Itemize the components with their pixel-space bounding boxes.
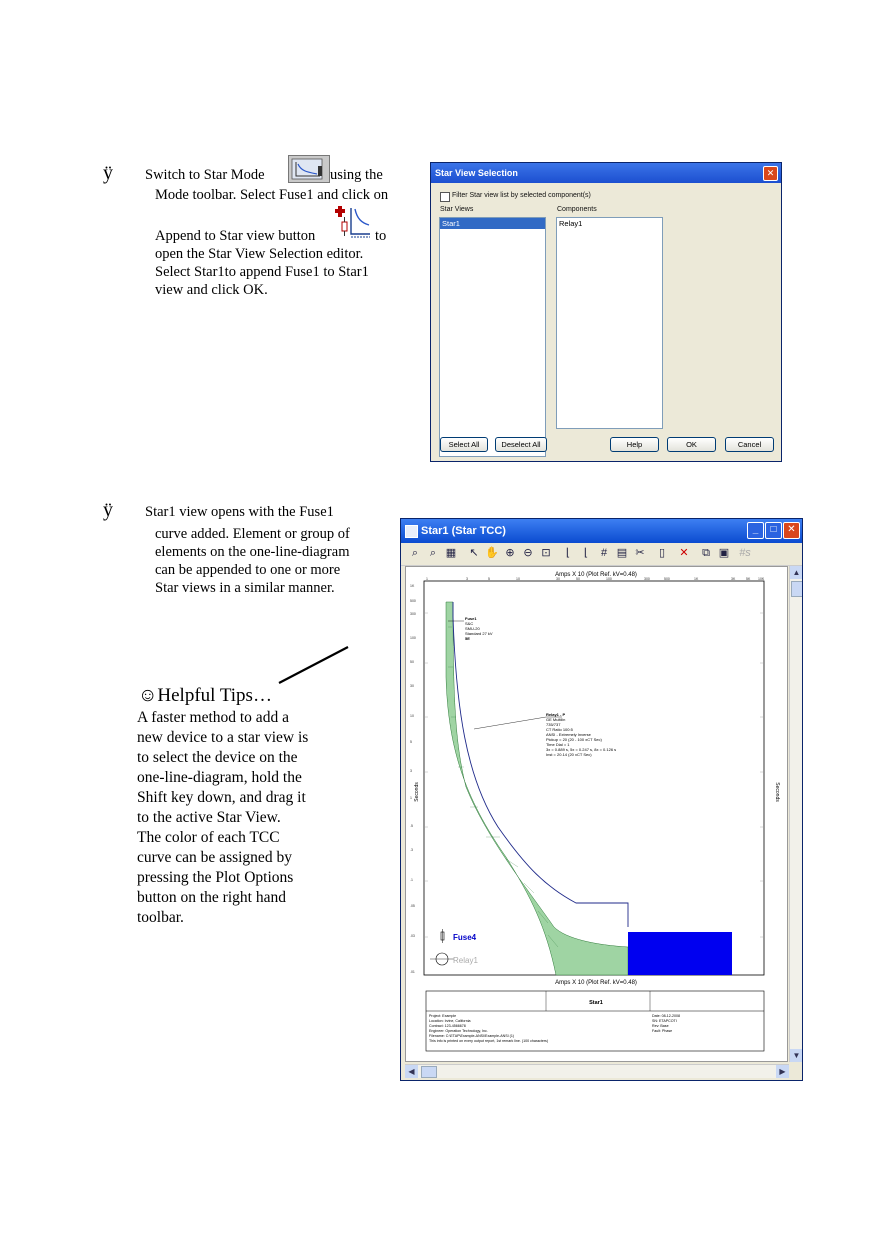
copy-icon[interactable]: ⧉ (702, 547, 710, 559)
instruction-line: view and click OK. (155, 282, 268, 298)
vertical-scroll-thumb[interactable] (791, 581, 803, 597)
x-tick: 300 (644, 577, 650, 581)
seconds-label-left: Seconds (414, 782, 420, 802)
star-view-item[interactable]: Star1 (440, 218, 545, 229)
footer-right-line: Date: 08-12-2008 (652, 1014, 680, 1018)
y-tick: .5 (410, 824, 413, 828)
scroll-up-icon[interactable]: ▲ (790, 566, 803, 579)
tips-line: toolbar. (137, 909, 184, 926)
amps-label-top: Amps X 10 (Plot Ref. kV=0.48) (555, 572, 637, 578)
window-app-icon (405, 525, 418, 538)
y-tick: 100 (410, 636, 416, 640)
zoom-in-icon[interactable]: ⊕ (505, 547, 515, 559)
plot-options-icon[interactable]: ▦ (445, 547, 457, 559)
close-icon[interactable]: ✕ (763, 166, 778, 181)
tips-line: curve can be assigned by (137, 849, 292, 866)
x-tick: 5K (746, 577, 751, 581)
relay-note-line: 735/737 (546, 722, 561, 727)
tcc-plot-svg (406, 567, 787, 1061)
x-tick: 30 (556, 577, 560, 581)
minimize-icon[interactable]: _ (747, 522, 764, 539)
y-tick: .01 (410, 970, 415, 974)
paste-icon[interactable]: ▣ (718, 547, 730, 559)
relay-note-line: Relay1 - P (546, 712, 566, 717)
tools-icon[interactable]: ✂ (635, 547, 645, 559)
zoom-out-icon[interactable]: ⊖ (523, 547, 533, 559)
window-title: Star1 (Star TCC) (421, 525, 506, 537)
faded-tool-icon[interactable]: #s (739, 547, 751, 559)
title-block (426, 991, 764, 1051)
components-label: Components (557, 206, 597, 213)
legend-relay: Relay1 (453, 956, 478, 965)
legend-fuse: Fuse4 (453, 933, 477, 942)
select-all-button[interactable]: Select All (440, 437, 488, 452)
x-tick: 1K (694, 577, 699, 581)
scroll-down-icon[interactable]: ▼ (790, 1049, 803, 1062)
star-view-selection-dialog (430, 162, 782, 462)
footer-left-line: Contract: 123-4566678 (429, 1024, 466, 1028)
fuse-note-line: 5E (465, 636, 470, 641)
tips-line: The color of each TCC (137, 829, 280, 846)
x-tick: 10 (516, 577, 520, 581)
instruction-line: to (375, 228, 387, 244)
footer-left-line: Project: Example (429, 1014, 457, 1018)
tips-line: new device to a star view is (137, 729, 309, 746)
description-line: curve added. Element or group of (155, 526, 350, 542)
y-tick: .05 (410, 904, 415, 908)
y-tick: 30 (410, 684, 414, 688)
x-tick: 3K (731, 577, 736, 581)
description-line: Star views in a similar manner. (155, 580, 335, 596)
tips-line: button on the right hand (137, 889, 286, 906)
tips-line: pressing the Plot Options (137, 869, 294, 886)
star-mode-icon (288, 155, 330, 183)
pointer-line (276, 644, 352, 686)
tips-body (137, 708, 308, 928)
star-toolbar (401, 543, 802, 566)
select-pointer-icon[interactable]: ↖ (469, 547, 479, 559)
filter-label: Filter Star view list by selected component(s) (452, 192, 591, 199)
relay-note-line: ANSI - Extremely Inverse (546, 732, 591, 737)
seconds-label-right: Seconds (774, 782, 780, 802)
y-tick: 500 (410, 599, 416, 603)
zoom-fit-vertical-icon[interactable]: ⌕ (429, 547, 437, 559)
help-button[interactable]: Help (610, 437, 659, 452)
footer-right-line: Rev: Base (652, 1024, 669, 1028)
x-tick: 1 (426, 577, 428, 581)
star-views-label: Star Views (440, 206, 474, 213)
y-tick: 5 (410, 740, 412, 744)
x-tick: 10K (758, 577, 765, 581)
description-line: elements on the one-line-diagram (155, 544, 350, 560)
deselect-all-button[interactable]: Deselect All (495, 437, 547, 452)
print-icon[interactable]: ▤ (616, 547, 628, 559)
y-tick-labels (410, 584, 416, 974)
x-tick: 3 (466, 577, 468, 581)
tips-line: one-line-diagram, hold the (137, 769, 302, 786)
fuse-note-line: S&C (465, 621, 474, 626)
amps-label-bottom: Amps X 10 (Plot Ref. kV=0.48) (555, 980, 637, 986)
description-line: can be appended to one or more (155, 562, 341, 578)
footer-left-line: This info is printed on every output report, 1st remark line. (100 characters) (429, 1039, 549, 1043)
cancel-button[interactable]: Cancel (725, 437, 774, 452)
fuse-note-line: SMU-20 (465, 626, 480, 631)
y-tick: 1K (410, 584, 415, 588)
delete-icon[interactable]: ✕ (679, 547, 689, 559)
tips-heading: ☺Helpful Tips… (138, 685, 272, 706)
description-line: Star1 view opens with the Fuse1 (145, 504, 334, 520)
relay-note-line: Inst = 20.14 (20 xCT Sec) (546, 752, 592, 757)
grid-icon[interactable]: # (600, 547, 608, 559)
bullet-1: ÿ (103, 162, 113, 184)
relay-note-line: Time Dial = 1 (546, 742, 570, 747)
y-tick: 3 (410, 769, 412, 773)
footer-left-line: Engineer: Operation Technology, Inc. (429, 1029, 488, 1033)
fuse-note-line: Standard 27 kV (465, 631, 493, 636)
instruction-line: Append to Star view button (155, 228, 316, 244)
instruction-line: Select Star1to append Fuse1 to Star1 (155, 264, 369, 280)
tips-line: to select the device on the (137, 749, 298, 766)
tips-line: A faster method to add a (137, 709, 289, 726)
fuse-note-line: Fuse1 (465, 616, 477, 621)
zoom-window-icon[interactable]: ⊡ (541, 547, 551, 559)
relay-note-line: GE Multilin (546, 717, 566, 722)
x-tick: 50 (576, 577, 580, 581)
footer-title: Star1 (589, 1000, 603, 1006)
tcc-plot-page[interactable] (405, 566, 788, 1062)
bullet-2: ÿ (103, 499, 113, 521)
zoom-to-fit-icon[interactable]: ⌕ (411, 547, 419, 559)
y-tick: 50 (410, 660, 414, 664)
star-views-list[interactable] (439, 217, 546, 457)
vertical-scrollbar[interactable] (789, 566, 803, 1062)
window-title-bar (401, 519, 802, 543)
report-icon[interactable]: ▯ (658, 547, 666, 559)
x-tick: 100 (606, 577, 612, 581)
star1-window (400, 518, 803, 1081)
components-list[interactable] (556, 217, 663, 429)
component-item[interactable]: Relay1 (559, 219, 583, 228)
x-tick: 5 (488, 577, 490, 581)
ok-button[interactable]: OK (667, 437, 716, 452)
footer-left-line: Filename: C:\ETAP\Example-ANSI\Example-ANSI (1) (429, 1034, 515, 1038)
relay-note-line: 3x = 0.889 s, 5x = 0.247 s, 8x = 0.126 s (546, 747, 617, 752)
instruction-line: Mode toolbar. Select Fuse1 and click on (155, 187, 389, 203)
y-tick: .3 (410, 848, 413, 852)
relay-note-line: Pickup = 20 (20 - 100 xCT Sec) (546, 737, 602, 742)
curve-icon[interactable]: ⌊ (583, 547, 589, 559)
y-tick: .03 (410, 934, 415, 938)
instruction-line: using the (330, 167, 383, 183)
relay-note-line: CT Ratio 100:5 (546, 727, 573, 732)
instruction-line: Switch to Star Mode (145, 167, 265, 183)
tips-line: to the active Star View. (137, 809, 281, 826)
instruction-line: open the Star View Selection editor. (155, 246, 364, 262)
footer-right-line: SN: ETAPCOTI (652, 1019, 677, 1023)
relay1-instantaneous-block[interactable] (628, 932, 732, 975)
filter-checkbox[interactable] (440, 192, 450, 202)
append-to-star-icon (334, 205, 372, 239)
close-icon[interactable]: ✕ (783, 522, 800, 539)
horizontal-scroll-thumb[interactable] (421, 1066, 437, 1078)
footer-left-line: Location: Irvine, California (429, 1019, 471, 1023)
x-tick: 500 (664, 577, 670, 581)
pan-hand-icon[interactable]: ✋ (485, 547, 499, 559)
y-tick: 10 (410, 714, 414, 718)
dialog-title-bar (431, 163, 781, 183)
y-tick: .1 (410, 878, 413, 882)
scroll-left-icon[interactable]: ◀ (405, 1065, 418, 1078)
y-tick: 300 (410, 612, 416, 616)
tips-line: Shift key down, and drag it (137, 789, 306, 806)
horizontal-scrollbar[interactable] (405, 1064, 789, 1078)
scroll-right-icon[interactable]: ▶ (776, 1065, 789, 1078)
dialog-title: Star View Selection (435, 168, 518, 178)
star-view-icon[interactable]: ⌊ (565, 547, 571, 559)
footer-right-line: Fault: Phase (652, 1029, 673, 1033)
maximize-icon[interactable]: □ (765, 522, 782, 539)
y-tick: 1 (410, 796, 412, 800)
